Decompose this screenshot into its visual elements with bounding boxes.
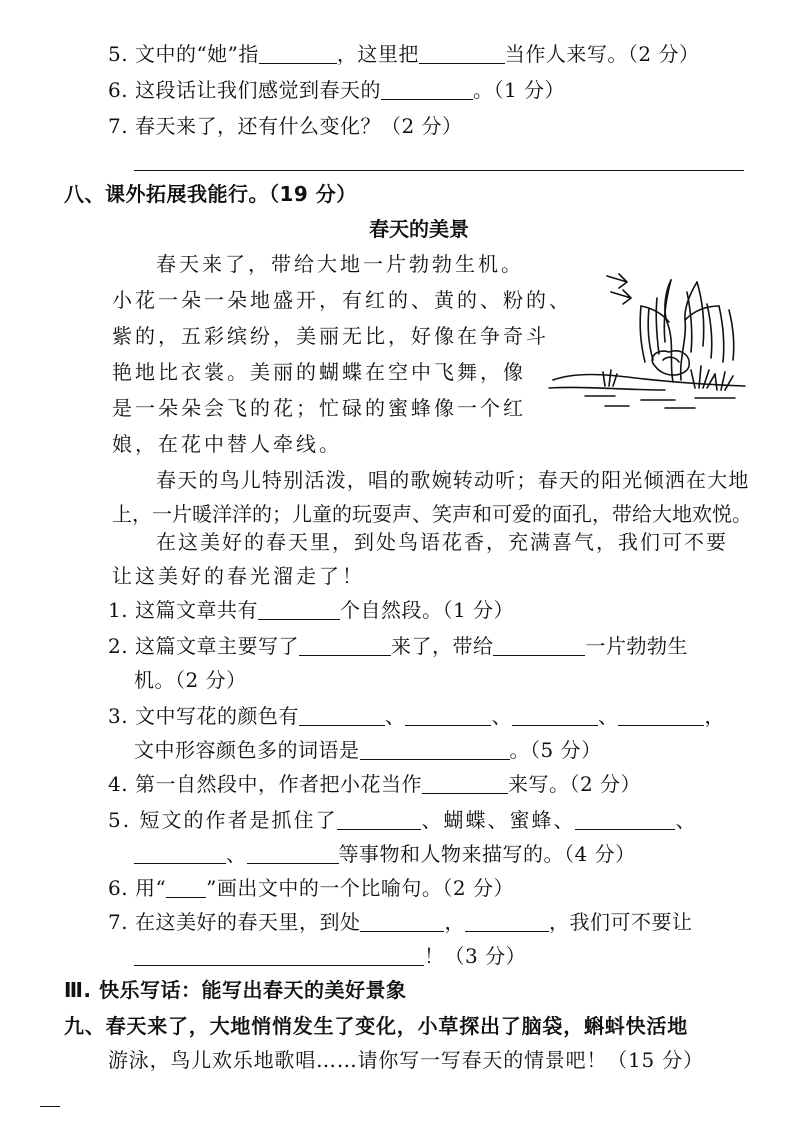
- q5-cont: 、 等事物和人物来描写的。（4 分）: [134, 840, 636, 868]
- section9-text: 九、春天来了，大地悄悄发生了变化，小草探出了脑袋，蝌蚪快活地: [64, 1014, 688, 1038]
- section9-line: [64, 1012, 688, 1040]
- blank[interactable]: [422, 773, 508, 794]
- passage-line: 春天的鸟儿特别活泼，唱的歌婉转动听；春天的阳光倾洒在大地: [156, 468, 750, 492]
- p7-q6: 6. 这段话让我们感觉到春天的 。（1 分）: [108, 78, 566, 102]
- blank[interactable]: [360, 911, 444, 932]
- passage-line: 娘，在花中替人牵线。: [112, 432, 342, 456]
- q6: 6. 用“ ”画出文中的一个比喻句。（2 分）: [108, 876, 514, 900]
- section3-heading: Ⅲ. 快乐写话：能写出春天的美好景象: [64, 978, 407, 1002]
- blank[interactable]: [247, 843, 339, 864]
- passage-line: 紫的，五彩缤纷，美丽无比，好像在争奇斗: [112, 324, 549, 348]
- q3-cont: 文中形容颜色多的词语是 。（5 分）: [134, 738, 602, 762]
- passage-line: 艳地比衣裳。美丽的蝴蝶在空中飞舞，像: [112, 360, 526, 384]
- passage-line: 春天来了，带给大地一片勃勃生机。: [156, 252, 524, 276]
- blank[interactable]: [134, 945, 424, 966]
- q5: 5. 短文的作者是抓住了 、蝴蝶、蜜蜂、 、: [108, 808, 698, 832]
- passage-line: 是一朵朵会飞的花；忙碌的蜜蜂像一个红: [112, 396, 526, 420]
- blank[interactable]: [299, 705, 385, 726]
- blank[interactable]: [405, 705, 491, 726]
- spring-willow-scene-icon: [545, 262, 750, 412]
- blank[interactable]: [618, 705, 704, 726]
- blank[interactable]: [465, 911, 549, 932]
- blank[interactable]: [381, 79, 473, 100]
- blank[interactable]: [259, 43, 337, 64]
- q2-cont: 机。（2 分）: [134, 668, 247, 692]
- blank[interactable]: [360, 739, 510, 760]
- blank[interactable]: [512, 705, 598, 726]
- section8-heading: 八、课外拓展我能行。（19 分）: [64, 182, 357, 206]
- page-mark: [40, 1106, 60, 1107]
- p7-q7: 7. 春天来了，还有什么变化？（2 分）: [108, 114, 463, 138]
- p7-q5: 5. 文中的“她”指 ，这里把 当作人来写。（2 分）: [108, 42, 700, 66]
- section9-line: 游泳，鸟儿欢乐地歌唱……请你写一写春天的情景吧！（15 分）: [108, 1048, 704, 1072]
- blank[interactable]: [258, 599, 340, 620]
- blank[interactable]: [299, 635, 391, 656]
- answer-line[interactable]: [134, 170, 744, 171]
- passage-line: 让这美好的春光溜走了！: [112, 564, 365, 588]
- q7: 7. 在这美好的春天里，到处 ， ，我们可不要让: [108, 910, 693, 934]
- passage-line: 小花一朵一朵地盛开，有红的、黄的、粉的、: [112, 288, 572, 312]
- blank[interactable]: [493, 635, 585, 656]
- q2: 2. 这篇文章主要写了 来了，带给 一片勃勃生: [108, 634, 688, 658]
- blank[interactable]: [134, 843, 226, 864]
- q1: 1. 这篇文章共有 个自然段。（1 分）: [108, 598, 515, 622]
- q4: 4. 第一自然段中，作者把小花当作 来写。（2 分）: [108, 772, 642, 796]
- blank[interactable]: [419, 43, 505, 64]
- blank[interactable]: [337, 809, 421, 830]
- passage-line: 在这美好的春天里，到处鸟语花香，充满喜气，我们可不要: [156, 530, 728, 554]
- q3: 3. 文中写花的颜色有 、 、 、 ，: [108, 704, 725, 728]
- q7-cont: ！（3 分）: [134, 942, 526, 970]
- underline-sample: [166, 877, 206, 898]
- passage-title: 春天的美景: [369, 217, 469, 241]
- blank[interactable]: [575, 809, 675, 830]
- passage-line: 上，一片暖洋洋的；儿童的玩耍声、笑声和可爱的面孔，带给大地欢悦。: [112, 502, 752, 526]
